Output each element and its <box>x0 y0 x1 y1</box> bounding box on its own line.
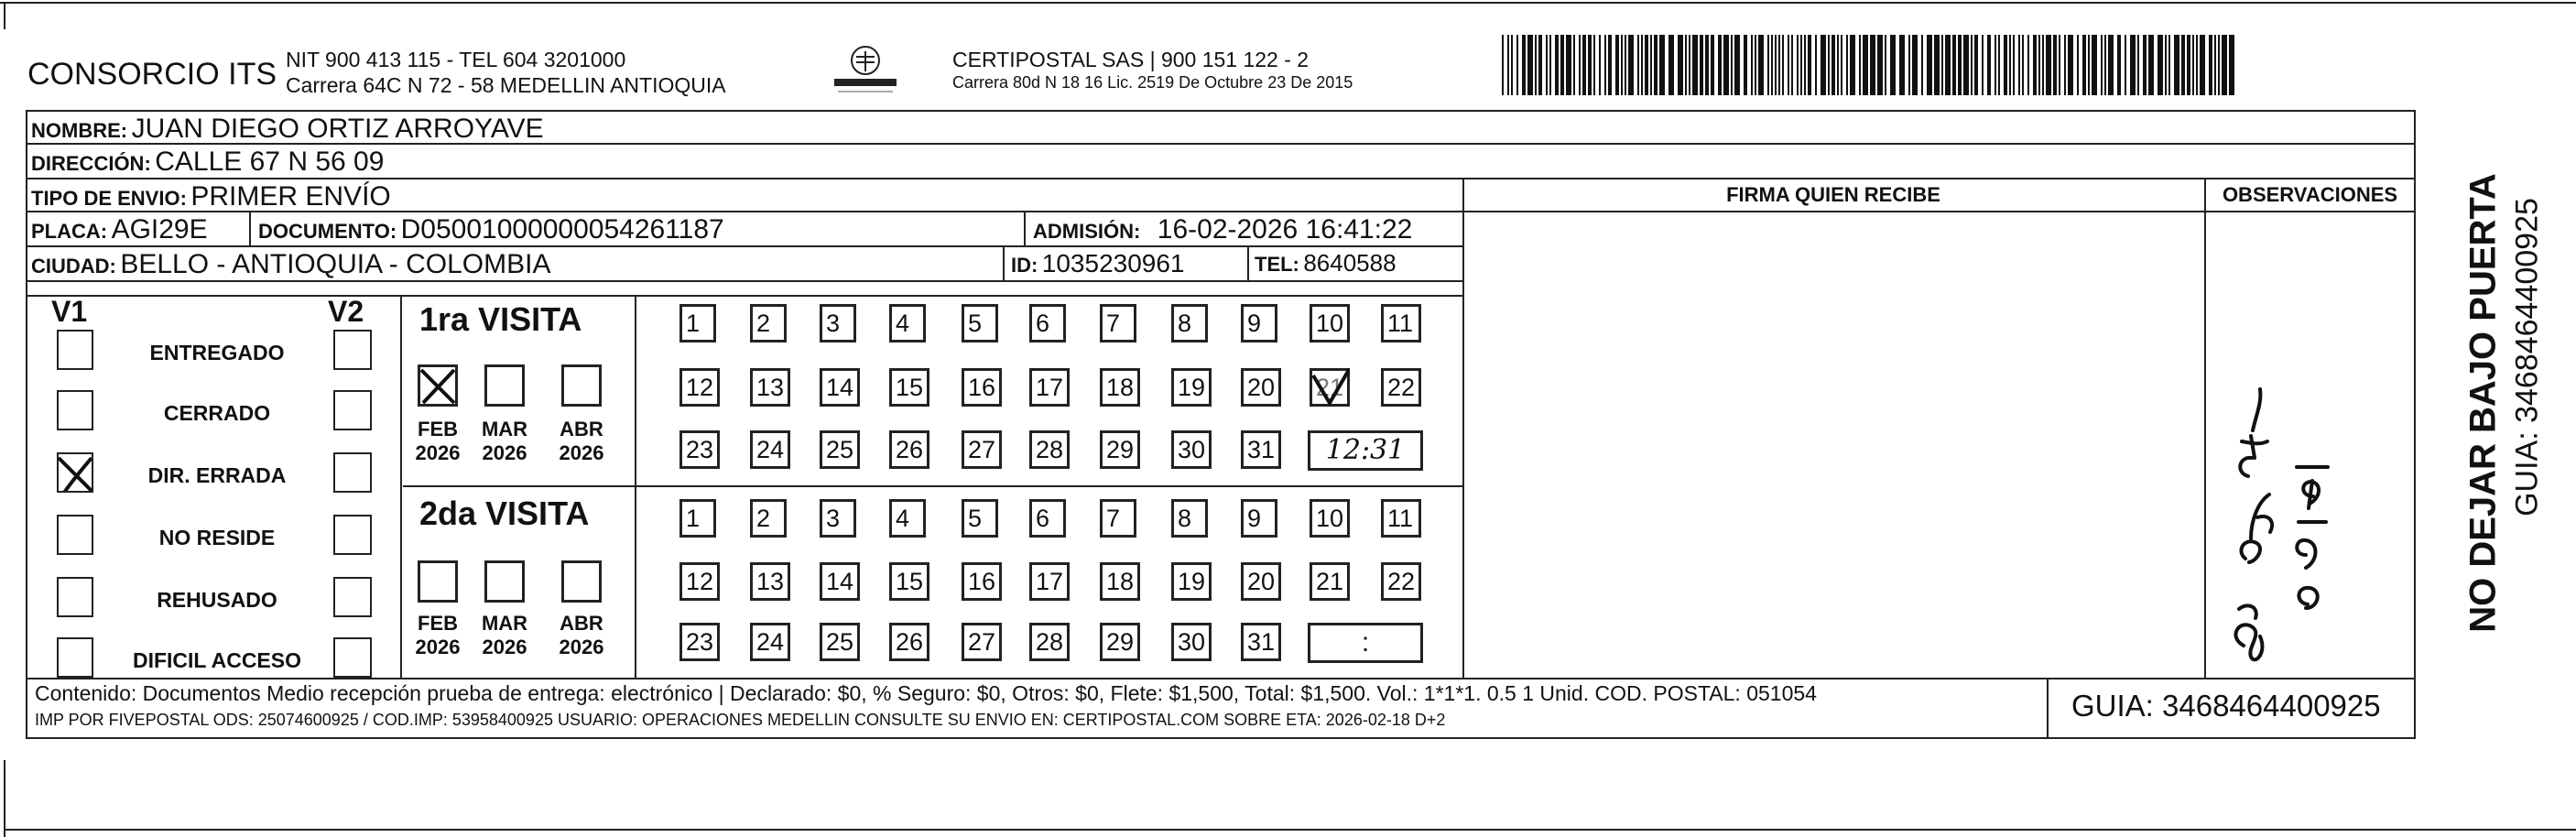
documento-row <box>258 214 724 245</box>
day-box[interactable]: 28 <box>1029 623 1070 661</box>
v2-checkbox[interactable] <box>333 577 372 617</box>
day-box[interactable]: 25 <box>820 623 860 661</box>
day-box[interactable]: 5 <box>962 304 998 342</box>
placa-doc-divider <box>249 211 251 245</box>
day-box[interactable]: 23 <box>679 623 720 661</box>
day-box[interactable]: 19 <box>1171 562 1212 601</box>
v1-checkbox[interactable] <box>57 577 93 617</box>
id-tel-divider <box>1247 245 1249 280</box>
v2-checkbox[interactable] <box>333 330 372 370</box>
nombre-value: JUAN DIEGO ORTIZ ARROYAVE <box>131 114 544 144</box>
day-box[interactable]: 9 <box>1241 499 1277 538</box>
day-box[interactable]: 22 <box>1381 562 1421 601</box>
top-rule <box>0 2 2576 4</box>
day-box[interactable]: 11 <box>1381 304 1421 342</box>
footer-line2: IMP POR FIVEPOSTAL ODS: 25074600925 / COD.IMP: 53958400925 USUARIO: OPERACIONES MEDELLIN CONSULTE SU ENVIO EN: CERTIPOSTAL.COM SOBRE ETA: 2026-02-18 D+2 <box>35 711 1446 729</box>
id-value: 1035230961 <box>1041 249 1185 277</box>
day-box[interactable]: 24 <box>750 623 790 661</box>
month-checkbox[interactable] <box>561 560 602 603</box>
placa-label: PLACA: <box>31 220 108 243</box>
placa-value: AGI29E <box>111 214 208 245</box>
month-label: MAR 2026 <box>481 612 528 658</box>
first-visit-heading: 1ra VISITA <box>419 300 582 338</box>
status-col-right <box>400 295 402 678</box>
day-box[interactable]: 5 <box>962 499 998 538</box>
day-box[interactable]: 4 <box>889 304 926 342</box>
day-box[interactable]: 26 <box>889 430 929 469</box>
day-box[interactable]: 31 <box>1241 623 1281 661</box>
nombre-row <box>31 114 544 145</box>
day-box[interactable]: 4 <box>889 499 926 538</box>
month-checkbox[interactable] <box>484 560 525 603</box>
day-box[interactable]: 18 <box>1100 562 1140 601</box>
status-label: REHUSADO <box>157 588 277 612</box>
day-box[interactable]: 25 <box>820 430 860 469</box>
documento-label: DOCUMENTO: <box>258 220 397 243</box>
day-box[interactable]: 24 <box>750 430 790 469</box>
company-name: CONSORCIO ITS <box>27 57 277 92</box>
v2-checkbox[interactable] <box>333 515 372 555</box>
day-box[interactable]: 9 <box>1241 304 1277 342</box>
ciudad-row <box>31 249 550 280</box>
row-line <box>26 178 2416 179</box>
tipo-envio-label: TIPO DE ENVIO: <box>31 187 187 210</box>
day-box[interactable]: 28 <box>1029 430 1070 469</box>
second-visit-heading: 2da VISITA <box>419 495 590 532</box>
v1-checkbox[interactable] <box>57 515 93 555</box>
day-box[interactable]: 10 <box>1310 304 1350 342</box>
handwritten-observation <box>2198 330 2418 669</box>
carrier-line1: CERTIPOSTAL SAS | 900 151 122 - 2 <box>952 48 1310 71</box>
day-box[interactable]: 8 <box>1171 499 1208 538</box>
day-box[interactable]: 13 <box>750 562 790 601</box>
day-box[interactable]: 12 <box>679 368 720 407</box>
firma-heading: FIRMA QUIEN RECIBE <box>1726 183 1940 206</box>
day-box[interactable]: 16 <box>962 368 1002 407</box>
day-box[interactable]: 6 <box>1029 304 1066 342</box>
status-label: NO RESIDE <box>158 526 276 549</box>
status-label: CERRADO <box>163 401 271 425</box>
form-bottom <box>26 737 2416 739</box>
footer-line1: Contenido: Documentos Medio recepción prueba de entrega: electrónico | Declarado: $0, % Seguro: $0, Otros: $0, Flete: $1,500, Total: $1,500. Vol.: 1*1*1. 0.5 1 Unid. COD. POSTAL: 051054 <box>35 681 1817 705</box>
tel-value: 8640588 <box>1303 249 1397 277</box>
day-box[interactable]: 20 <box>1241 562 1281 601</box>
placa-row <box>31 214 208 245</box>
footer-guia-left <box>2047 678 2049 739</box>
v1-checkbox[interactable] <box>57 637 93 678</box>
day-box[interactable]: 17 <box>1029 368 1070 407</box>
tipo-envio-row <box>31 181 391 212</box>
day-box[interactable]: 1 <box>679 499 716 538</box>
month-label: ABR 2026 <box>559 612 604 658</box>
day-box[interactable]: 29 <box>1100 623 1140 661</box>
row-line <box>26 678 2416 679</box>
v2-checkbox[interactable] <box>333 452 372 493</box>
day-box[interactable]: 11 <box>1381 499 1421 538</box>
month-checkbox[interactable] <box>418 560 458 603</box>
day-box[interactable]: 14 <box>820 562 860 601</box>
day-box[interactable]: 30 <box>1171 430 1212 469</box>
form-top <box>26 110 2416 112</box>
months-col-right <box>635 295 636 678</box>
bottom-rule <box>4 829 2576 831</box>
barcode <box>1502 35 2234 95</box>
day-box[interactable]: 27 <box>962 623 1002 661</box>
day-box[interactable]: 19 <box>1171 368 1212 407</box>
status-label: ENTREGADO <box>149 341 285 364</box>
side-guia: GUIA: 3468464400925 <box>2509 198 2545 516</box>
carrier-line2: Carrera 80d N 18 16 Lic. 2519 De Octubre 23 De 2015 <box>952 73 1353 92</box>
month-label: FEB 2026 <box>415 418 461 464</box>
status-label: DIR. ERRADA <box>147 463 287 487</box>
left-rule-bottom <box>4 760 5 837</box>
month-checkbox[interactable] <box>418 364 458 407</box>
status-label: DIFICIL ACCESO <box>132 648 301 672</box>
firma-col-left <box>1462 178 1464 678</box>
day-box[interactable]: 3 <box>820 499 856 538</box>
v2-checkbox[interactable] <box>333 390 372 430</box>
day-box[interactable]: 2 <box>750 499 787 538</box>
ciudad-id-divider <box>1003 245 1005 280</box>
tipo-envio-value: PRIMER ENVÍO <box>190 181 391 212</box>
month-checkbox[interactable] <box>484 364 525 407</box>
day-box[interactable]: 13 <box>750 368 790 407</box>
day-box[interactable]: 17 <box>1029 562 1070 601</box>
day-box[interactable]: 12 <box>679 562 720 601</box>
month-checkbox[interactable] <box>561 364 602 407</box>
day-box[interactable]: 16 <box>962 562 1002 601</box>
row-line <box>26 295 1463 297</box>
row-line <box>26 280 1463 282</box>
day-box[interactable]: 20 <box>1241 368 1281 407</box>
day-box[interactable]: 31 <box>1241 430 1281 469</box>
day-box[interactable]: 14 <box>820 368 860 407</box>
form-left <box>26 110 27 739</box>
day-box[interactable]: 30 <box>1171 623 1212 661</box>
v1-checkbox[interactable] <box>57 452 93 493</box>
second-visit-time[interactable]: : <box>1308 623 1423 663</box>
day-box[interactable]: 8 <box>1171 304 1208 342</box>
v2-checkbox[interactable] <box>333 637 372 678</box>
month-label: FEB 2026 <box>415 612 461 658</box>
company-line2: Carrera 64C N 72 - 58 MEDELLIN ANTIOQUIA <box>286 73 726 97</box>
ciudad-label: CIUDAD: <box>31 255 116 277</box>
day-box[interactable]: 21 <box>1310 368 1350 407</box>
company-line1: NIT 900 413 115 - TEL 604 3201000 <box>286 48 626 71</box>
documento-value: D05001000000054261187 <box>400 214 724 245</box>
ciudad-value: BELLO - ANTIOQUIA - COLOMBIA <box>120 249 551 279</box>
day-box[interactable]: 7 <box>1100 304 1136 342</box>
certipostal-logo <box>829 44 902 99</box>
v1-checkbox[interactable] <box>57 330 93 370</box>
side-warning: NO DEJAR BAJO PUERTA <box>2462 173 2504 633</box>
month-label: MAR 2026 <box>481 418 528 464</box>
v1-checkbox[interactable] <box>57 390 93 430</box>
direccion-value: CALLE 67 N 56 09 <box>155 147 385 177</box>
day-box[interactable]: 27 <box>962 430 1002 469</box>
id-label: ID: <box>1011 254 1038 277</box>
admision-value: 16-02-2026 16:41:22 <box>1157 214 1413 245</box>
month-label: ABR 2026 <box>559 418 604 464</box>
direccion-label: DIRECCIÓN: <box>31 152 151 175</box>
admision-label: ADMISIÓN: <box>1033 220 1141 243</box>
day-box[interactable]: 22 <box>1381 368 1421 407</box>
tel-label: TEL: <box>1255 253 1299 276</box>
day-box[interactable]: 6 <box>1029 499 1066 538</box>
day-box[interactable]: 1 <box>679 304 716 342</box>
first-visit-time[interactable]: 12:31 <box>1308 430 1423 471</box>
day-box[interactable]: 23 <box>679 430 720 469</box>
day-box[interactable]: 15 <box>889 562 929 601</box>
day-box[interactable]: 18 <box>1100 368 1140 407</box>
visit-divider <box>403 485 1463 487</box>
day-box[interactable]: 15 <box>889 368 929 407</box>
day-box[interactable]: 29 <box>1100 430 1140 469</box>
direccion-row <box>31 147 384 178</box>
day-box[interactable]: 7 <box>1100 499 1136 538</box>
observaciones-heading: OBSERVACIONES <box>2222 183 2398 206</box>
day-box[interactable]: 21 <box>1310 562 1350 601</box>
footer-guia: GUIA: 3468464400925 <box>2071 689 2381 723</box>
day-box[interactable]: 26 <box>889 623 929 661</box>
left-rule <box>4 2 5 29</box>
id-row <box>1011 249 1185 278</box>
doc-admision-divider <box>1024 211 1026 245</box>
day-box[interactable]: 2 <box>750 304 787 342</box>
day-box[interactable]: 10 <box>1310 499 1350 538</box>
v2-heading: V2 <box>328 295 364 328</box>
day-box[interactable]: 3 <box>820 304 856 342</box>
nombre-label: NOMBRE: <box>31 119 128 142</box>
tel-row <box>1255 249 1397 277</box>
v1-heading: V1 <box>51 295 88 328</box>
admision-row <box>1033 214 1412 245</box>
